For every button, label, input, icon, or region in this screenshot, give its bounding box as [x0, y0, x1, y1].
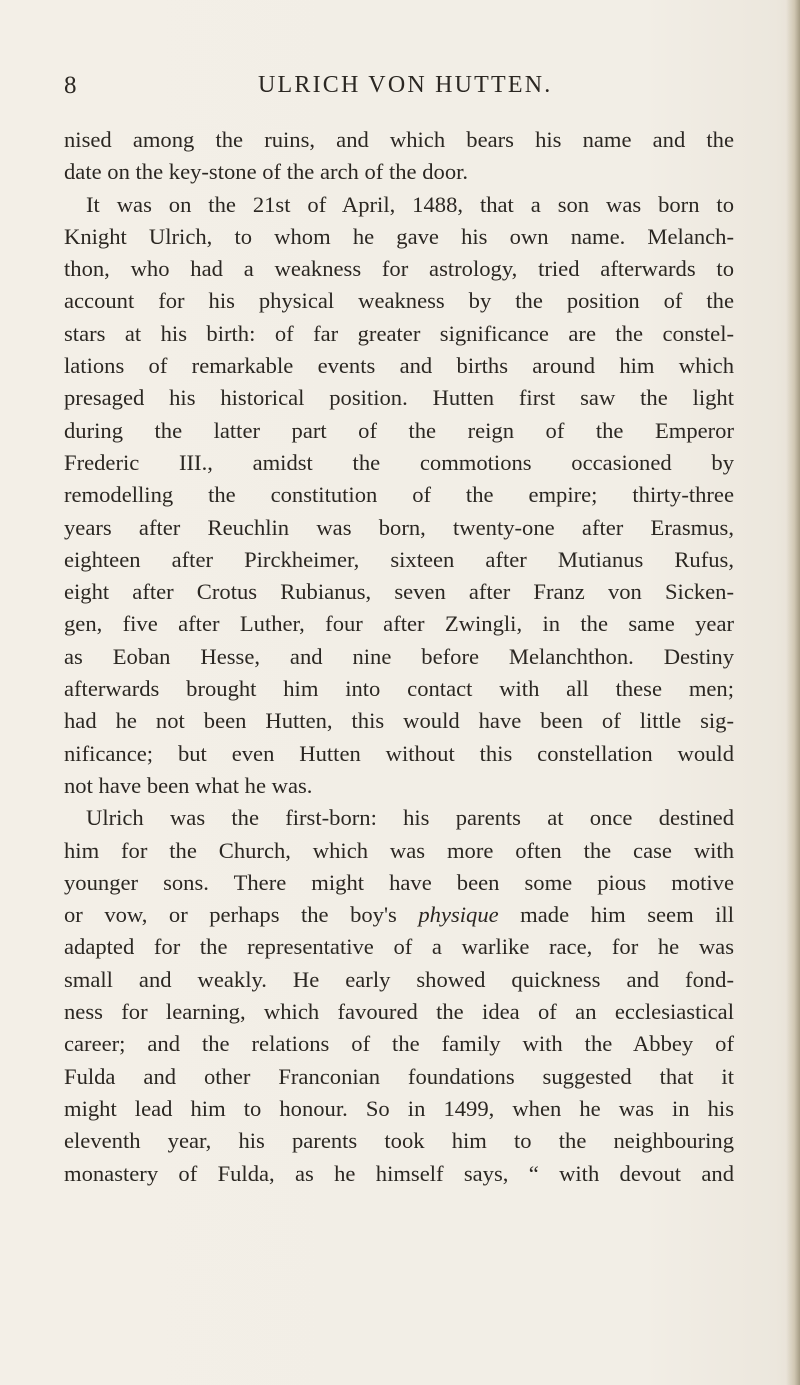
body-text — [64, 124, 734, 1190]
text-line: lations of remarkable events and births around him which — [64, 353, 734, 379]
text-line: gen, five after Luther, four after Zwingli, in the same year — [64, 611, 734, 637]
text-line: younger sons. There might have been some pious motive — [64, 869, 734, 895]
text-line: date on the key-stone of the arch of the door. — [64, 159, 469, 185]
page-number: 8 — [64, 72, 78, 99]
text-line: him for the Church, which was more often the case with — [64, 837, 734, 863]
text-line: career; and the relations of the family with the Abbey of — [64, 1031, 734, 1057]
text-line: It was on the 21st of April, 1488, that a son was born to — [86, 191, 734, 217]
text-line: nificance; but even Hutten without this constellation would — [64, 740, 734, 766]
text-line: monastery of Fulda, as he himself says, “ with devout and — [64, 1160, 734, 1186]
text-line: or vow, or perhaps the boy's physique made him seem ill — [64, 902, 734, 928]
text-line: thon, who had a weakness for astrology, tried afterwards to — [64, 256, 734, 282]
text-line: Frederic III., amidst the commotions occasioned by — [64, 449, 734, 475]
text-line: Knight Ulrich, to whom he gave his own name. Melanch- — [64, 223, 734, 249]
text-line: Ulrich was the first-born: his parents at once destined — [86, 805, 734, 831]
text-line: had he not been Hutten, this would have been of little sig- — [64, 708, 734, 734]
text-line: nised among the ruins, and which bears his name and the — [64, 127, 734, 152]
text-line: during the latter part of the reign of the Emperor — [64, 417, 734, 443]
text-line: adapted for the representative of a warlike race, for he was — [64, 934, 734, 960]
text-line: small and weakly. He early showed quickness and fond- — [64, 966, 734, 992]
text-line: eight after Crotus Rubianus, seven after Franz von Sicken- — [64, 579, 734, 605]
text-line: not have been what he was. — [64, 772, 313, 798]
text-line: as Eoban Hesse, and nine before Melanchthon. Destiny — [64, 643, 734, 669]
text-line: Fulda and other Franconian foundations suggested that it — [64, 1063, 734, 1089]
text-line: eleventh year, his parents took him to the neighbouring — [64, 1128, 734, 1154]
text-line: account for his physical weakness by the position of the — [64, 288, 734, 314]
text-line: might lead him to honour. So in 1499, when he was in his — [64, 1095, 734, 1121]
text-line: stars at his birth: of far greater significance are the constel- — [64, 320, 734, 346]
text-line: years after Reuchlin was born, twenty-one after Erasmus, — [64, 514, 734, 540]
running-title: ULRICH VON HUTTEN. — [258, 72, 553, 98]
text-line: ness for learning, which favoured the idea of an ecclesiastical — [64, 999, 734, 1025]
text-line: remodelling the constitution of the empire; thirty-three — [64, 482, 734, 508]
text-line: presaged his historical position. Hutten first saw the light — [64, 385, 734, 411]
italic-word: physique — [418, 902, 499, 928]
page-edge-shadow — [786, 0, 800, 1385]
text-line: eighteen after Pirckheimer, sixteen after Mutianus Rufus, — [64, 546, 734, 572]
page-header — [0, 72, 800, 108]
text-line: afterwards brought him into contact with all these men; — [64, 676, 734, 702]
